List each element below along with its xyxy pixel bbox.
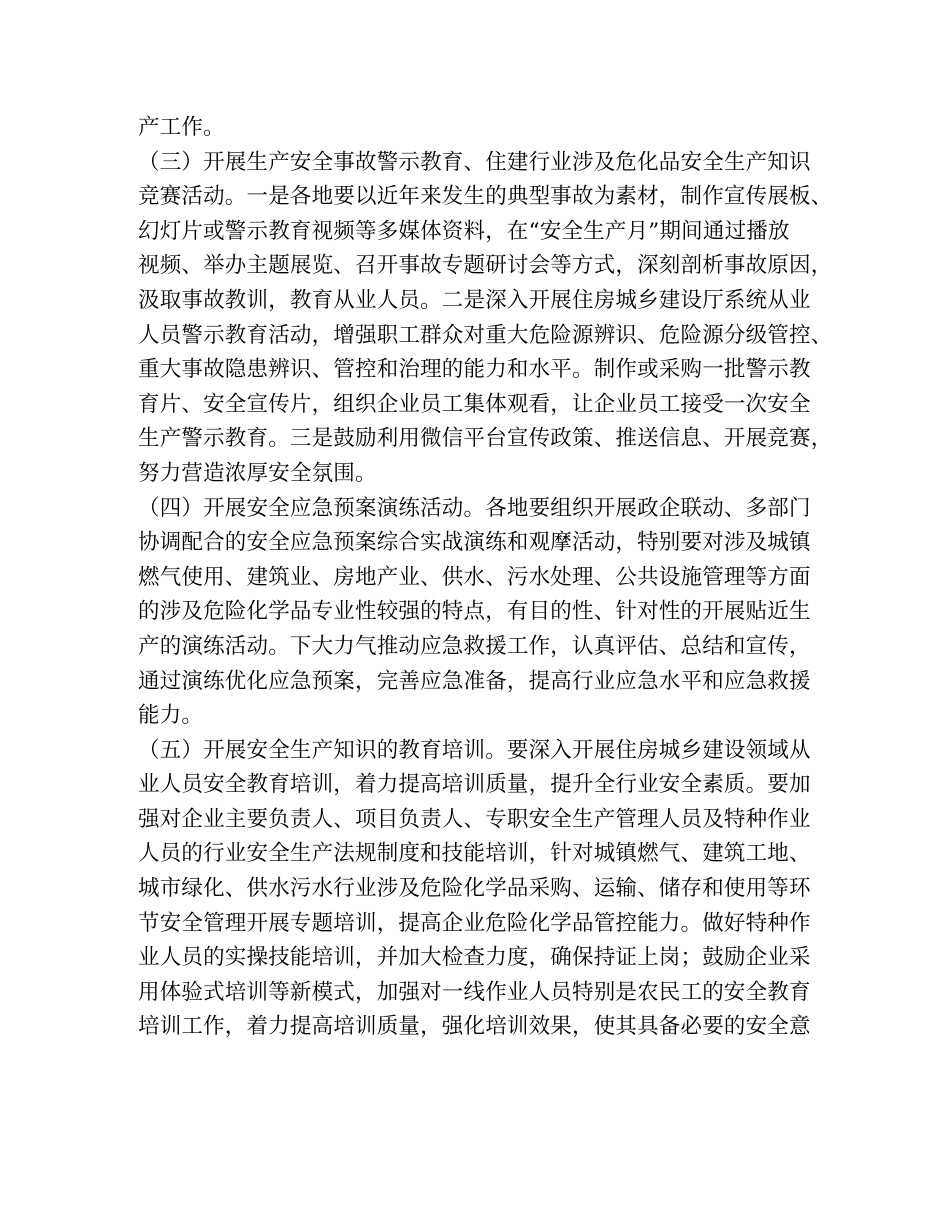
text-line-14: 燃气使用、建筑业、房地产业、供水、污水处理、公共设施管理等方面	[138, 564, 811, 590]
text-line-5: 视频、举办主题展览、召开事故专题研讨会等方式，深刻剖析事故原因，	[138, 253, 833, 279]
text-line-13: 协调配合的安全应急预案综合实战演练和观摩活动，特别要对涉及城镇	[138, 530, 811, 556]
text-line-26: 用体验式培训等新模式，加强对一线作业人员特别是农民工的安全教育	[138, 979, 811, 1005]
text-line-22: 人员的行业安全生产法规制度和技能培训，针对城镇燃气、建筑工地、	[138, 841, 811, 867]
text-line-12: （四）开展安全应急预案演练活动。各地要组织开展政企联动、多部门	[138, 495, 811, 521]
document-body	[138, 111, 833, 1045]
text-line-24: 节安全管理开展专题培训，提高企业危险化学品管控能力。做好特种作	[138, 910, 811, 936]
text-line-18: 能力。	[138, 703, 204, 729]
text-line-25: 业人员的实操技能培训，并加大检查力度，确保持证上岗；鼓励企业采	[138, 945, 811, 971]
text-line-8: 重大事故隐患辨识、管控和治理的能力和水平。制作或采购一批警示教	[138, 357, 811, 383]
text-line-16: 产的演练活动。下大力气推动应急救援工作，认真评估、总结和宣传，	[138, 633, 811, 659]
text-line-11: 努力营造浓厚安全氛围。	[138, 460, 377, 486]
text-line-3: 竞赛活动。一是各地要以近年来发生的典型事故为素材，制作宣传展板、	[138, 184, 833, 210]
text-line-1: 产工作。	[138, 115, 225, 140]
text-line-4: 幻灯片或警示教育视频等多媒体资料，在“安全生产月”期间通过播放	[138, 218, 790, 244]
text-line-6: 汲取事故教训，教育从业人员。二是深入开展住房城乡建设厅系统从业	[138, 287, 811, 313]
text-line-17: 通过演练优化应急预案，完善应急准备，提高行业应急水平和应急救援	[138, 668, 811, 694]
text-line-15: 的涉及危险化学品专业性较强的特点，有目的性、针对性的开展贴近生	[138, 599, 811, 625]
text-line-20: 业人员安全教育培训，着力提高培训质量，提升全行业安全素质。要加	[138, 772, 811, 798]
text-line-21: 强对企业主要负责人、项目负责人、专职安全生产管理人员及特种作业	[138, 806, 811, 832]
text-line-27: 培训工作，着力提高培训质量，强化培训效果，使其具备必要的安全意	[138, 1014, 811, 1040]
text-line-9: 育片、安全宣传片，组织企业员工集体观看，让企业员工接受一次安全	[138, 391, 811, 417]
text-line-2: （三）开展生产安全事故警示教育、住建行业涉及危化品安全生产知识	[138, 149, 811, 175]
text-line-23: 城市绿化、供水污水行业涉及危险化学品采购、运输、储存和使用等环	[138, 876, 811, 902]
text-line-19: （五）开展安全生产知识的教育培训。要深入开展住房城乡建设领域从	[138, 737, 811, 763]
text-line-10: 生产警示教育。三是鼓励利用微信平台宣传政策、推送信息、开展竞赛，	[138, 426, 833, 452]
text-line-7: 人员警示教育活动，增强职工群众对重大危险源辨识、危险源分级管控、	[138, 322, 833, 348]
